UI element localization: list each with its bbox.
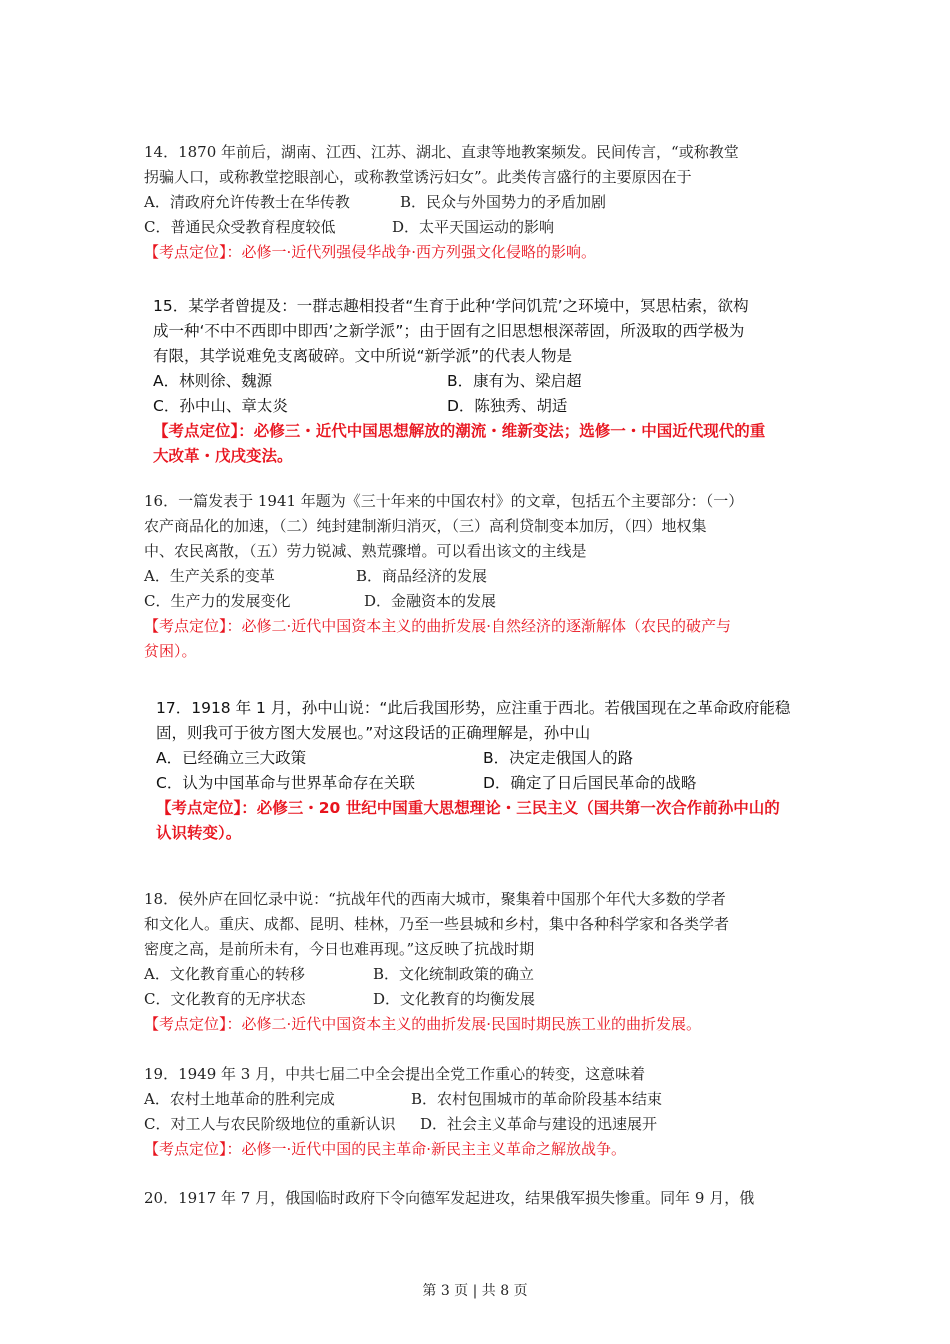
question-text: 14．1870 年前后，湖南、江西、江苏、湖北、直隶等地教案频发。民间传言，“或称教堂 xyxy=(144,143,739,161)
topic-note: 【考点定位】：必修二·近代中国资本主义的曲折发展·自然经济的逐渐解体（农民的破产与 xyxy=(144,617,732,635)
option-c: C．普通民众受教育程度较低 xyxy=(144,218,336,236)
question-text: 20．1917 年 7 月，俄国临时政府下令向德军发起进攻，结果俄军损失惨重。同年 9 月，俄 xyxy=(144,1189,755,1207)
option-c: C．文化教育的无序状态 xyxy=(144,990,306,1008)
topic-note: 贫困）。 xyxy=(144,642,197,660)
option-a: A．农村土地革命的胜利完成 xyxy=(144,1090,335,1108)
topic-note: 【考点定位】：必修三・近代中国思想解放的潮流・维新变法；选修一・中国近代现代的重 xyxy=(153,422,766,440)
question-text: 农产商品化的加速，（二）纯封建制渐归消灭，（三）高利贷制变本加厉，（四）地权集 xyxy=(144,517,707,535)
question-text: 19．1949 年 3 月，中共七届二中全会提出全党工作重心的转变，这意味着 xyxy=(144,1065,646,1083)
question-text: 成一种‘不中不西即中即西’之新学派”；由于固有之旧思想根深蒂固，所汲取的西学极为 xyxy=(153,322,745,340)
option-d: D．确定了日后国民革命的战略 xyxy=(483,774,697,792)
question-text: 16．一篇发表于 1941 年题为《三十年来的中国农村》的文章，包括五个主要部分：（一） xyxy=(144,492,744,510)
option-c: C．生产力的发展变化 xyxy=(144,592,291,610)
option-d: D．社会主义革命与建设的迅速展开 xyxy=(420,1115,658,1133)
option-d: D．文化教育的均衡发展 xyxy=(373,990,536,1008)
option-a: A．已经确立三大政策 xyxy=(156,749,307,767)
question-text: 15．某学者曾提及：一群志趣相投者“生育于此种‘学问饥荒’之环境中，冥思枯索，欲构 xyxy=(153,297,749,315)
question-text: 18．侯外庐在回忆录中说：“抗战年代的西南大城市，聚集着中国那个年代大多数的学者 xyxy=(144,890,726,908)
question-text: 密度之高，是前所未有，今日也难再现。”这反映了抗战时期 xyxy=(144,940,535,958)
option-a: A．林则徐、魏源 xyxy=(153,372,273,390)
topic-note: 【考点定位】：必修二·近代中国资本主义的曲折发展·民国时期民族工业的曲折发展。 xyxy=(144,1015,702,1033)
question-text: 有限，其学说难免支离破碎。文中所说“新学派”的代表人物是 xyxy=(153,347,573,365)
question-text: 固，则我可于彼方图大发展也。”对这段话的正确理解是，孙中山 xyxy=(156,724,591,742)
topic-note: 认识转变）。 xyxy=(156,824,242,842)
topic-note: 【考点定位】：必修一·近代列强侵华战争·西方列强文化侵略的影响。 xyxy=(144,243,597,261)
option-a: A．生产关系的变革 xyxy=(144,567,275,585)
option-a: A．文化教育重心的转移 xyxy=(144,965,305,983)
option-b: B．商品经济的发展 xyxy=(356,567,488,585)
option-c: C．认为中国革命与世界革命存在关联 xyxy=(156,774,415,792)
question-text: 拐骗人口，或称教堂挖眼剖心，或称教堂诱污妇女”。此类传言盛行的主要原因在于 xyxy=(144,168,692,186)
page-footer: 第 3 页 | 共 8 页 xyxy=(422,1283,528,1299)
option-d: D．陈独秀、胡适 xyxy=(447,397,568,415)
question-text: 中、农民离散，（五）劳力锐减、熟荒骤增。可以看出该文的主线是 xyxy=(144,542,587,560)
option-c: C．对工人与农民阶级地位的重新认识 xyxy=(144,1115,396,1133)
option-b: B．文化统制政策的确立 xyxy=(373,965,535,983)
option-a: A．清政府允许传教士在华传教 xyxy=(144,193,350,211)
question-text: 17．1918 年 1 月，孙中山说：“此后我国形势，应注重于西北。若俄国现在之革命政府能稳 xyxy=(156,699,791,717)
option-b: B．决定走俄国人的路 xyxy=(483,749,634,767)
option-b: B．农村包围城市的革命阶段基本结束 xyxy=(411,1090,663,1108)
option-b: B．民众与外国势力的矛盾加剧 xyxy=(400,193,607,211)
option-b: B．康有为、梁启超 xyxy=(447,372,582,390)
topic-note: 【考点定位】：必修一·近代中国的民主革命·新民主主义革命之解放战争。 xyxy=(144,1140,627,1158)
question-text: 和文化人。重庆、成都、昆明、桂林，乃至一些县城和乡村，集中各种科学家和各类学者 xyxy=(144,915,730,933)
option-c: C．孙中山、章太炎 xyxy=(153,397,288,415)
topic-note: 大改革・戊戌变法。 xyxy=(153,447,293,465)
option-d: D．太平天国运动的影响 xyxy=(392,218,555,236)
topic-note: 【考点定位】：必修三・20 世纪中国重大思想理论・三民主义（国共第一次合作前孙中山的 xyxy=(156,799,780,817)
option-d: D．金融资本的发展 xyxy=(364,592,497,610)
